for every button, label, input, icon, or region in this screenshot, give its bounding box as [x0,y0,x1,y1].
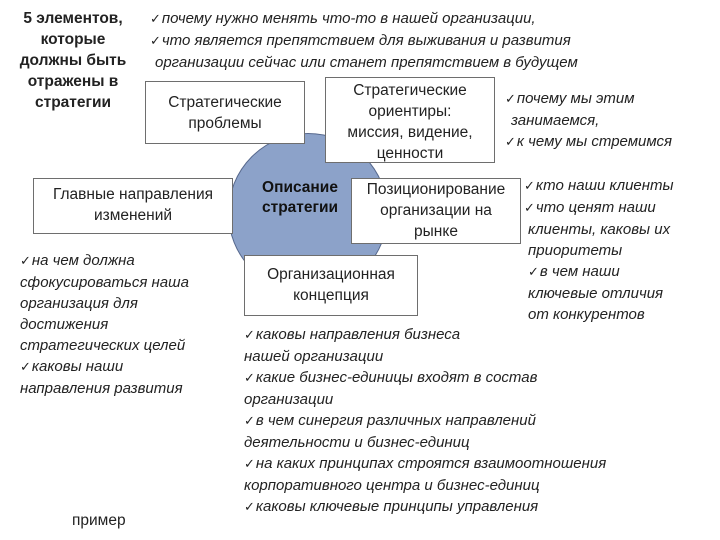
strategic-problems-box: Стратегические проблемы [145,81,305,144]
title-line: отражены в [27,73,119,90]
concept-questions: ✓каковы направления бизнеса нашей организации ✓какие бизнес-единицы входят в состав организации ✓в чем синергия различных направлений деятельности и бизнес-единиц ✓на каких принципах строятся взаимоотношения корпоративного центра и бизнес-единиц ✓каковы ключевые принципы управления [244,326,607,515]
question-line: организации сейчас или станет препятствием в будущем [155,54,578,71]
title-line: 5 элементов, [23,10,123,27]
check-icon: ✓ [528,265,539,280]
check-icon: ✓ [244,328,255,343]
check-icon: ✓ [20,360,31,375]
question-line: ✓что является препятствием для выживания и развития [150,32,571,49]
positioning-questions: ✓кто наши клиенты ✓что ценят наши клиенты, каковы их приоритеты ✓в чем наши ключевые отличия от конкурентов [524,177,674,323]
check-icon: ✓ [505,135,516,150]
directions-questions: ✓на чем должна сфокусироваться наша организация для достижения стратегических целей ✓каковы наши направления развития [20,252,189,397]
check-icon: ✓ [244,500,255,515]
orientation-questions: ✓почему мы этим занимаемся, ✓к чему мы стремимся [505,90,672,150]
diagram-title [4,8,142,113]
title-line: стратегии [34,94,112,111]
title-line: которые [40,31,106,48]
check-icon: ✓ [244,371,255,386]
check-icon: ✓ [524,201,535,216]
example-label: пример [72,512,126,529]
check-icon: ✓ [20,254,31,269]
check-icon: ✓ [150,34,161,49]
top-questions [150,8,578,73]
check-icon: ✓ [244,414,255,429]
center-label: Описание стратегии [261,179,339,216]
positioning-box: Позиционирование организации на рынке [351,178,521,244]
question-line: ✓почему нужно менять что-то в нашей организации, [150,10,536,27]
title-line: должны быть [19,52,127,69]
org-concept-box: Организационная концепция [244,255,418,316]
main-directions-box: Главные направления изменений [33,178,233,234]
check-icon: ✓ [244,457,255,472]
strategic-orientations-box: Стратегические ориентиры: миссия, видение, ценности [325,77,495,163]
check-icon: ✓ [505,92,516,107]
check-icon: ✓ [524,179,535,194]
check-icon: ✓ [150,12,161,27]
